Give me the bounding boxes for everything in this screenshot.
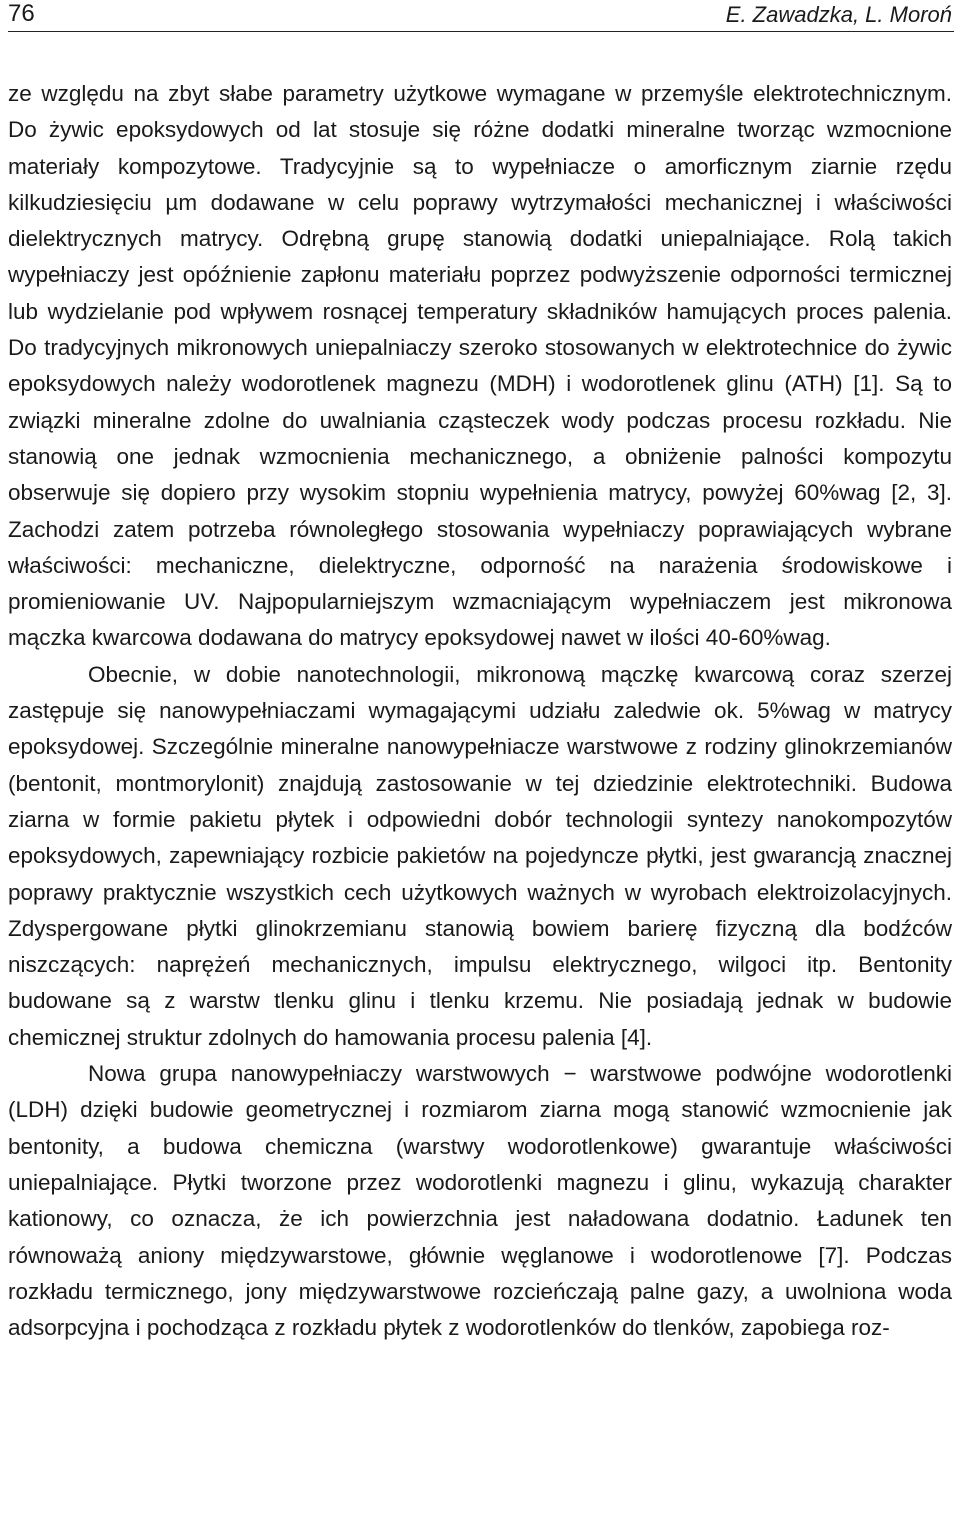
body-text (8, 76, 952, 1346)
paragraph-2: Obecnie, w dobie nanotechnologii, mikronową mączkę kwarcową coraz szerzej zastępuje się nanowypełniaczami wymagającymi udziału zaledwie ok. 5%wag w matrycy epoksydowej. Szczególnie mineralne nanowypełniacze warstwowe z rodziny glinokrzemianów (bentonit, montmorylonit) znajdują zastosowanie w tej dziedzinie elektrotechniki. Budowa ziarna w formie pakietu płytek i odpowiedni dobór technologii syntezy nanokompozytów epoksydowych, zapewniający rozbicie pakietów na pojedyncze płytki, jest gwarancją znacznej poprawy praktycznie wszystkich cech użytkowych ważnych w wyrobach elektroizolacyjnych. Zdyspergowane płytki glinokrzemianu stanowią bowiem barierę fizyczną dla bodźców niszczących: naprężeń mechanicznych, impulsu elektrycznego, wilgoci itp. Bentonity budowane są z warstw tlenku glinu i tlenku krzemu. Nie posiadają jednak w budowie chemicznej struktur zdolnych do hamowania procesu palenia [4]. (8, 661, 952, 1050)
running-head-authors: E. Zawadzka, L. Moroń (725, 2, 952, 27)
page-number: 76 (8, 0, 35, 27)
paragraph-3: Nowa grupa nanowypełniaczy warstwowych − warstwowe podwójne wodorotlenki (LDH) dzięki budowie geometrycznej i rozmiarom ziarna mogą stanowić wzmocnienie jak bentonity, a budowa chemiczna (warstwy wodorotlenkowe) gwarantuje właściwości uniepalniające. Płytki tworzone przez wodorotlenki magnezu i glinu, wykazują charakter kationowy, co oznacza, że ich powierzchnia jest naładowana dodatnio. Ładunek ten równoważą aniony międzywarstowe, głównie węglanowe i wodorotlenowe [7]. Podczas rozkładu termicznego, jony międzywarstwowe rozcieńczają palne gazy, a uwolniona woda adsorpcyjna i pochodząca z rozkładu płytek z wodorotlenków do tlenków, zapobiega roz- (8, 1061, 952, 1341)
paragraph-1: ze względu na zbyt słabe parametry użytkowe wymagane w przemyśle elektrotechnicznym. Do żywic epoksydowych od lat stosuje się różne dodatki mineralne tworząc wzmocnione materiały kompozytowe. Tradycyjnie są to wypełniacze o amorficznym ziarnie rzędu kilkudziesięciu µm dodawane w celu poprawy wytrzymałości mechanicznej i właściwości dielektrycznych matrycy. Odrębną grupę stanowią dodatki uniepalniające. Rolą takich wypełniaczy jest opóźnienie zapłonu materiału poprzez podwyższenie odporności termicznej lub wydzielanie pod wpływem rosnącej temperatury składników hamujących proces palenia. Do tradycyjnych mikronowych uniepalniaczy szeroko stosowanych w elektrotechnice do żywic epoksydowych należy wodorotlenek magnezu (MDH) i wodorotlenek glinu (ATH) [1]. Są to związki mineralne zdolne do uwalniania cząsteczek wody podczas procesu rozkładu. Nie stanowią one jednak wzmocnienia mechanicznego, a obniżenie palności kompozytu obserwuje się dopiero przy wysokim stopniu wypełnienia matrycy, powyżej 60%wag [2, 3]. Zachodzi zatem potrzeba równoległego stosowania wypełniaczy poprawiających wybrane właściwości: mechaniczne, dielektryczne, odporność na narażenia środowiskowe i promieniowanie UV. Najpopularniejszym wzmacniającym wypełniaczem jest mikronowa mączka kwarcowa dodawana do matrycy epoksydowej nawet w ilości 40-60%wag. (8, 81, 952, 651)
page-header (8, 0, 954, 32)
